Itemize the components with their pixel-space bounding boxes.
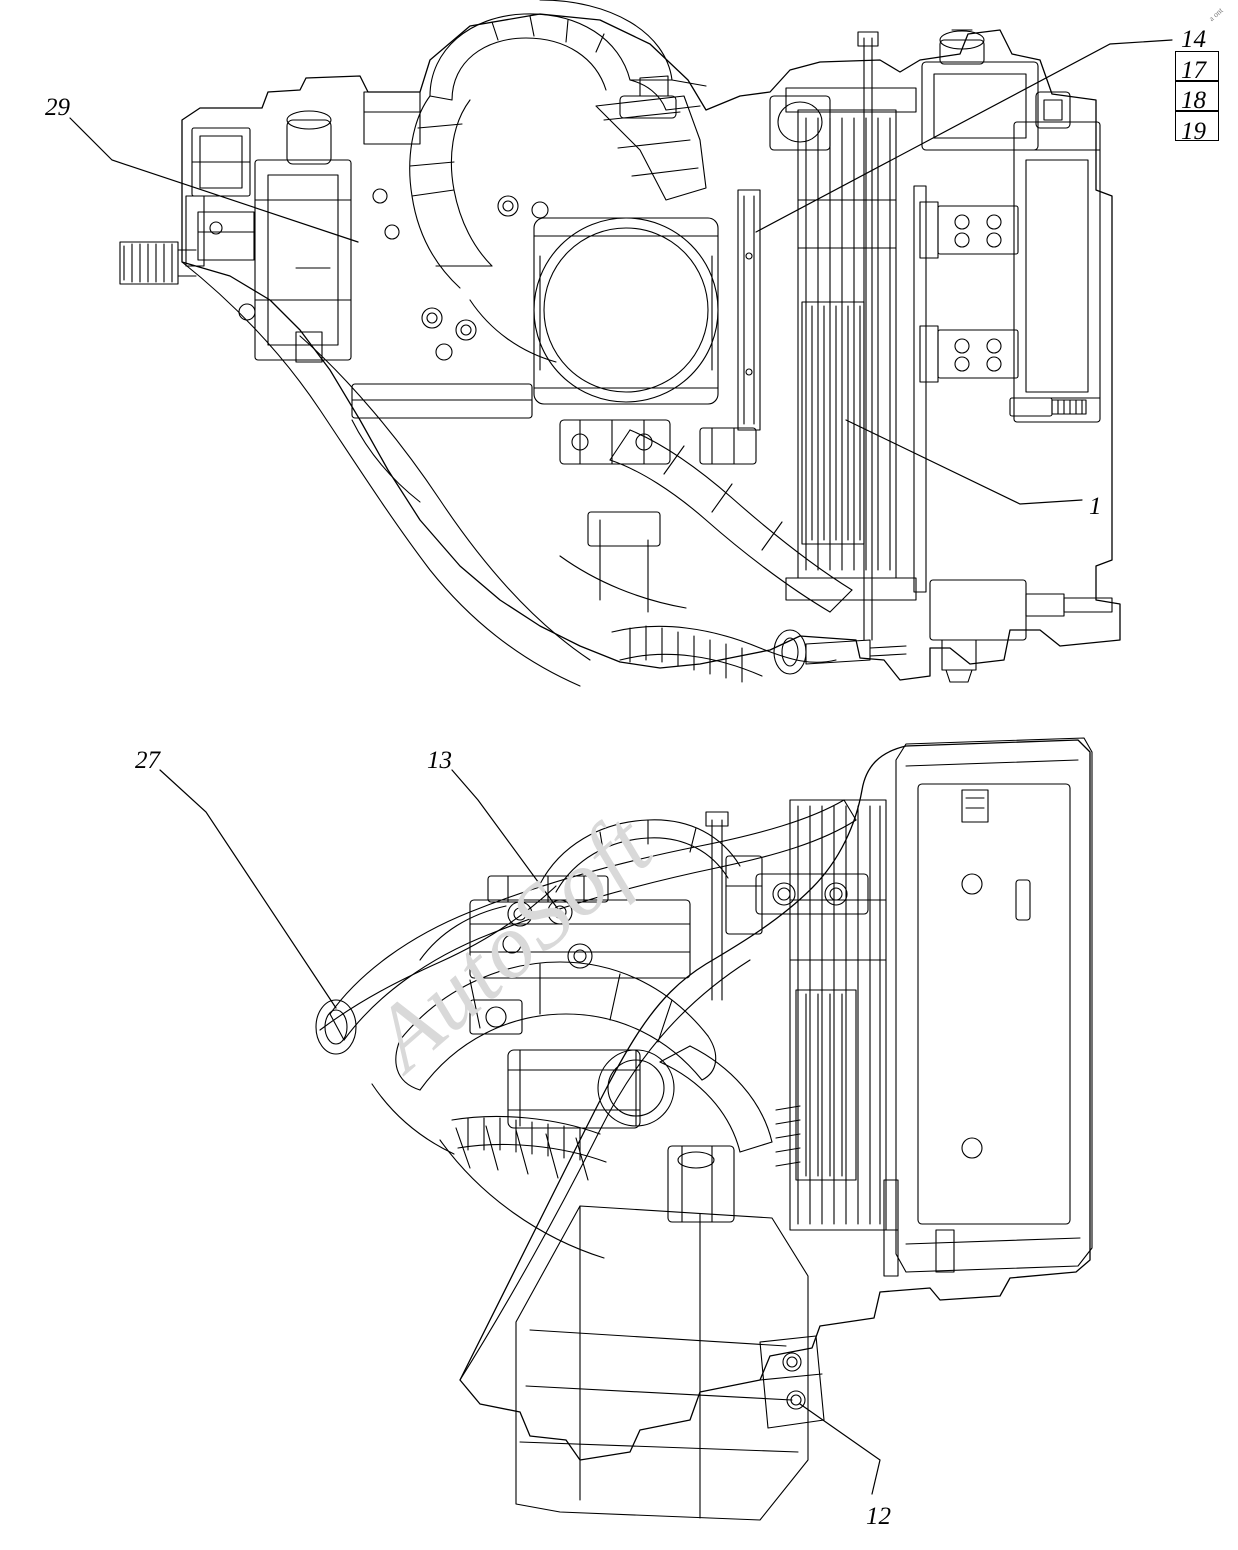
watermark-text: AutoSoft (353, 793, 672, 1089)
leader-12 (800, 1404, 880, 1494)
leader-27 (160, 770, 336, 1008)
callout-label-19: 19 (1181, 118, 1206, 145)
leader-29 (70, 118, 358, 242)
callout-label-14: 14 (1181, 26, 1206, 53)
callout-label-13: 13 (427, 747, 452, 774)
watermark-small-mark: a ont (1206, 5, 1225, 24)
callout-label-1: 1 (1089, 493, 1102, 520)
callout-label-17: 17 (1181, 57, 1206, 84)
callout-label-18: 18 (1181, 87, 1206, 114)
leader-14 (756, 40, 1172, 232)
leader-13 (452, 770, 566, 920)
leader-1 (846, 420, 1082, 504)
callout-label-29: 29 (45, 94, 70, 121)
callout-label-27: 27 (135, 747, 160, 774)
callout-label-12: 12 (866, 1503, 891, 1530)
